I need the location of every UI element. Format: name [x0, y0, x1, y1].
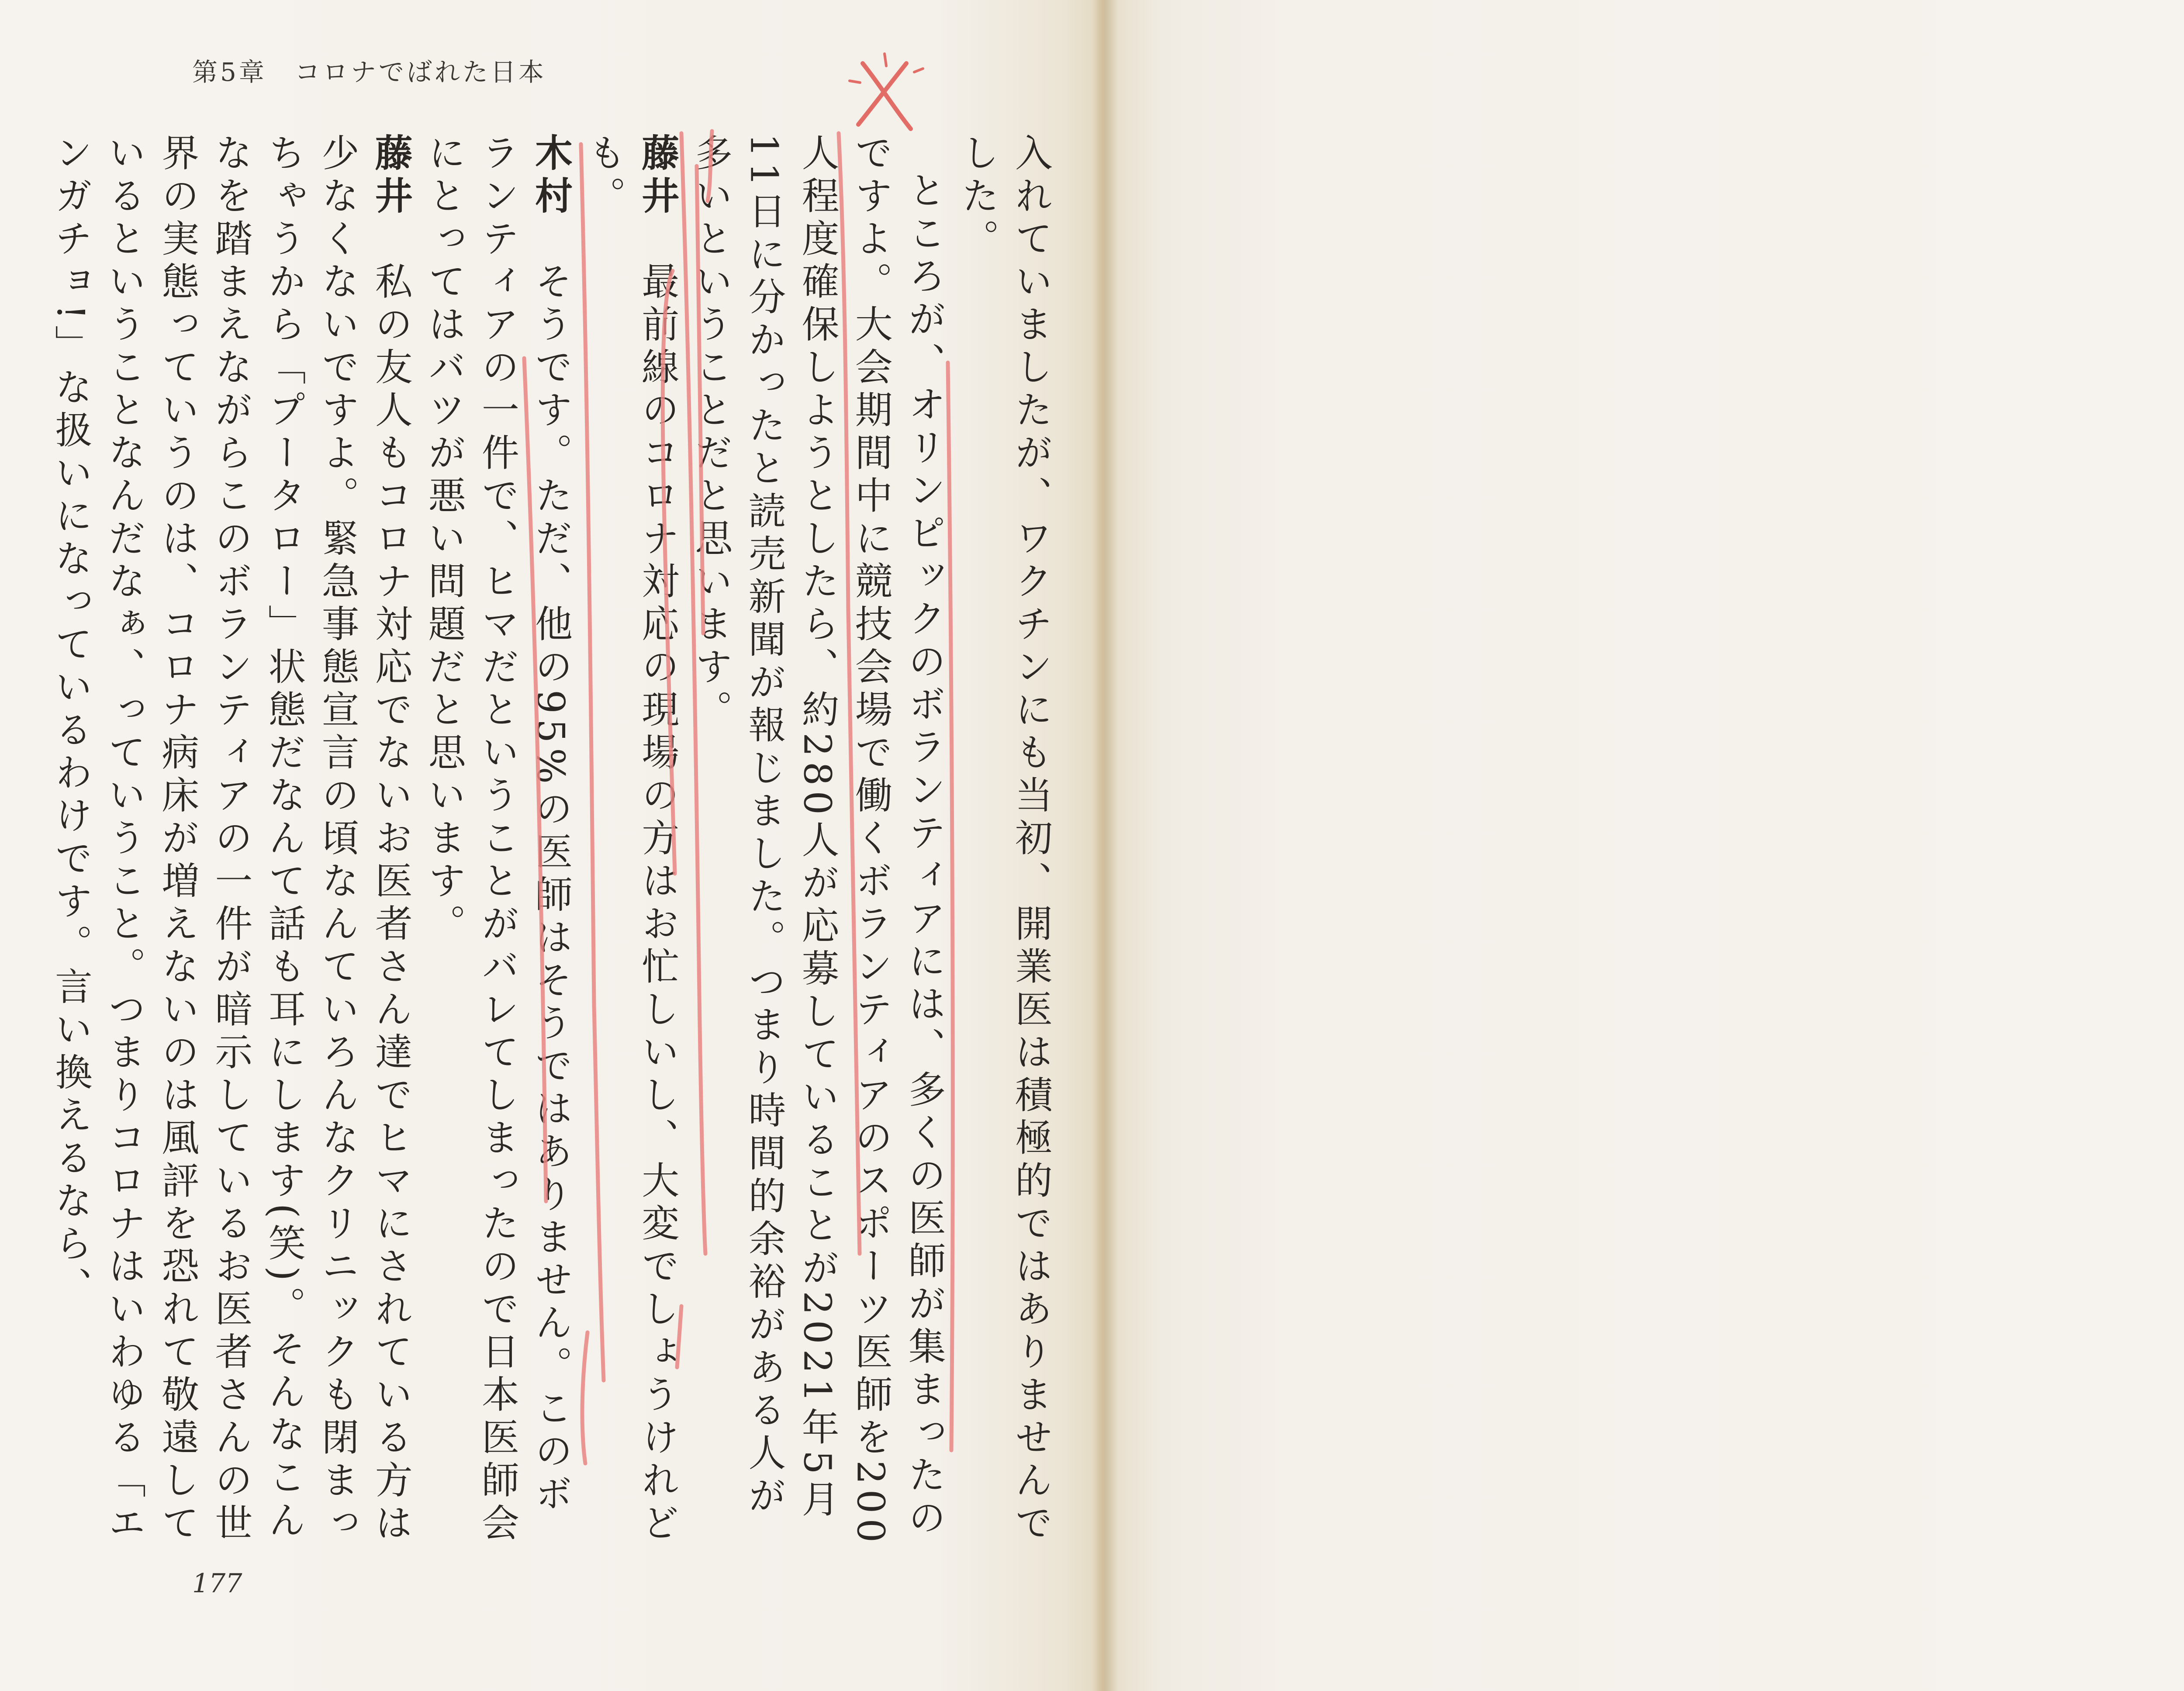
book-gutter	[1092, 0, 1118, 1691]
dialogue-text: 私の友人もコロナ対応でないお医者さん達でヒマにされている方は少なくないですよ。緊急事態宣言の頃なんていろんなクリニックも閉まっちゃうから「プータロー」状態だなんて話も耳にします(笑)。そんなこんなを踏まえながらこのボランティアの一件が暗示しているお医者さんの世界の実態っていうのは、コロナ病床が増えないのは風評を恐れて敬遠しているということなんだなぁ、っていうこと。つまりコロナはいわゆる「エンガチョ!」な扱いになっているわけです。言い換えるなら、	[48, 133, 412, 1546]
dialogue-line	[417, 133, 577, 1553]
paragraph	[684, 133, 950, 1553]
paragraph-text: ところが、オリンピックのボランティアには、多くの医師が集まったのですよ。大会期間中に競技会場で働くボランティアのスポーツ医師を200人程度確保しようとしたら、約280人が応募していることが2021年5月11日に分かったと読売新聞が報じました。つまり時間的余裕がある人が多いということだと思います。	[688, 133, 946, 1548]
left-page-body	[48, 133, 1057, 1553]
dialogue-line	[577, 133, 684, 1553]
speaker-label: 藤井	[635, 133, 679, 219]
speaker-label: 木村	[529, 133, 573, 219]
dialogue-text: 最前線のコロナ対応の現場の方はお忙しいし、大変でしょうけれども。	[582, 133, 679, 1546]
speaker-label: 藤井	[368, 133, 412, 219]
running-head: 第5章 コロナでばれた日本	[192, 57, 546, 87]
right-page	[1103, 0, 2184, 1691]
page-number: 177	[192, 1568, 242, 1599]
dialogue-line	[44, 133, 417, 1553]
paragraph	[950, 133, 1057, 1553]
paragraph-text: 入れていましたが、ワクチンにも当初、開業医は積極的ではありませんでした。	[955, 133, 1052, 1546]
cross-mark-icon	[841, 50, 928, 138]
dialogue-text: そうです。ただ、他の95%の医師はそうではありません。このボランティアの一件で、ヒマだということがバレてしまったので日本医師会にとってはバツが悪い問題だと思います。	[422, 133, 573, 1546]
